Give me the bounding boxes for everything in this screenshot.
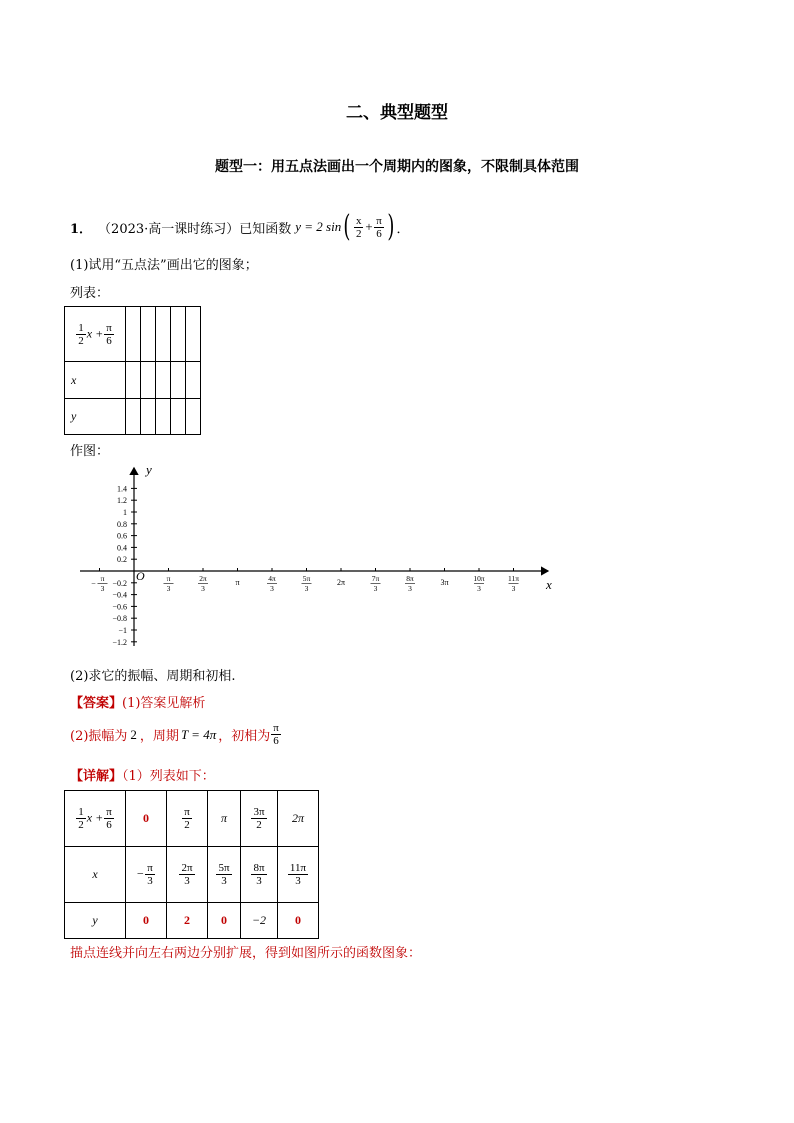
y-tick-label: −0.2 xyxy=(112,578,127,588)
table-cell: $\frac{8\pi}{3}$ xyxy=(241,847,278,903)
x-tick-num: 4π xyxy=(268,574,276,583)
x-tick-den: 3 xyxy=(408,584,412,593)
solution-header-label: $\frac{1}{2}$ x + $\frac{\pi}{6}$ xyxy=(65,791,126,847)
table-label: 列表： xyxy=(70,286,110,301)
detail-tag: 【详解】 xyxy=(70,769,123,784)
table-cell: $\frac{11\pi}{3}$ xyxy=(278,847,319,903)
function-lhs: y = 2 sin xyxy=(295,219,342,234)
x-tick-den: 3 xyxy=(201,584,205,593)
x-tick-den: 3 xyxy=(166,584,171,593)
blank-table-y-label: y xyxy=(65,399,126,435)
coordinate-axes xyxy=(78,458,558,650)
table-cell: −2 xyxy=(241,903,278,939)
solution-y-label: y xyxy=(65,903,126,939)
x-tick-num: π xyxy=(166,574,171,583)
x-tick-den: 3 xyxy=(304,584,309,593)
y-tick-label: −0.8 xyxy=(112,614,127,624)
table-cell: 2 xyxy=(167,903,208,939)
section-title: 二、典型题型 xyxy=(346,103,448,123)
graph-label: 作图： xyxy=(70,444,110,459)
solution-table xyxy=(64,790,319,939)
answer-line-1: 【答案】(1)答案见解析 xyxy=(70,696,206,711)
table-cell: 0 xyxy=(126,903,167,939)
pi-over-6: $\frac{\pi}{6}$ xyxy=(376,214,382,240)
question-statement: 1． （2023·高一课时练习）已知函数 y = 2 sin ( $\frac{x}{2}$ + $\frac{\pi}{6}$ ) ． xyxy=(70,209,410,244)
y-tick-label: 0.6 xyxy=(117,531,127,541)
y-tick-label: −1.2 xyxy=(112,637,127,647)
table-cell: $\frac{\pi}{2}$ xyxy=(167,791,208,847)
table-cell: $\frac{5\pi}{3}$ xyxy=(208,847,241,903)
x-axis-label: x xyxy=(546,577,552,592)
part2-instruction: (2)求它的振幅、周期和初相. xyxy=(70,669,236,684)
solution-x-label: x xyxy=(65,847,126,903)
x-tick-label: 2π xyxy=(336,578,346,587)
x-tick-sign: − xyxy=(91,579,96,588)
y-tick-label: 0.8 xyxy=(117,519,127,529)
blank-table-header: $\frac{1}{2}$ x + $\frac{\pi}{6}$ xyxy=(65,307,126,362)
question-source: （2023·高一课时练习）已知函数 xyxy=(98,221,292,237)
y-tick-label: −0.6 xyxy=(112,602,127,612)
x-tick-num: 10π xyxy=(473,574,485,583)
x-tick-num: 11π xyxy=(507,574,520,583)
x-tick-label: 3π xyxy=(440,578,449,587)
x-tick-den: 3 xyxy=(270,584,274,593)
table-cell: 0 xyxy=(126,791,167,847)
blank-table-x-label: x xyxy=(65,362,126,399)
table-cell: $\frac{2\pi}{3}$ xyxy=(167,847,208,903)
x-tick-num: 5π xyxy=(302,574,311,583)
y-tick-label: 1 xyxy=(123,508,127,517)
final-text: 描点连线并向左右两边分别扩展，得到如图所示的函数图象： xyxy=(70,946,422,961)
blank-table xyxy=(64,306,201,435)
x-tick-den: 3 xyxy=(100,584,105,593)
x-tick-num: 7π xyxy=(371,574,380,583)
y-tick-label: −0.4 xyxy=(112,590,127,600)
x-tick-num: π xyxy=(100,574,105,583)
table-cell: $\frac{3\pi}{2}$ xyxy=(241,791,278,847)
table-cell: 0 xyxy=(208,903,241,939)
table-cell: 2π xyxy=(278,791,319,847)
y-axis-label: y xyxy=(146,462,152,477)
detail-line: 【详解】（1）列表如下： xyxy=(70,769,215,784)
x-tick-num: 2π xyxy=(199,574,207,583)
question-number: 1． xyxy=(70,221,93,237)
y-tick-label: 0.4 xyxy=(117,543,127,553)
answer-tag: 【答案】 xyxy=(70,696,123,711)
x-tick-num: 8π xyxy=(406,574,414,583)
x-tick-den: 3 xyxy=(477,584,481,593)
table-cell: − $\frac{\pi}{3}$ xyxy=(126,847,167,903)
answer-line-2: (2)振幅为 2 ，周期 T = 4π ，初相为 $\frac{\pi}{6}$ xyxy=(70,722,279,747)
x-tick-den: 3 xyxy=(511,584,516,593)
question-type-title: 题型一：用五点法画出一个周期内的图象，不限制具体范围 xyxy=(215,159,579,175)
x-tick-den: 3 xyxy=(373,584,378,593)
y-tick-label: 0.2 xyxy=(117,555,127,565)
y-tick-label: −1 xyxy=(118,626,127,635)
y-tick-label: 1.4 xyxy=(117,484,127,494)
table-cell: 0 xyxy=(278,903,319,939)
y-tick-label: 1.2 xyxy=(117,496,127,506)
x-tick-label: π xyxy=(235,578,240,587)
table-cell: π xyxy=(208,791,241,847)
part1-instruction: (1)试用“五点法”画出它的图象； xyxy=(70,258,258,273)
origin-label: O xyxy=(136,569,145,583)
x-over-2: $\frac{x}{2}$ xyxy=(355,214,362,240)
